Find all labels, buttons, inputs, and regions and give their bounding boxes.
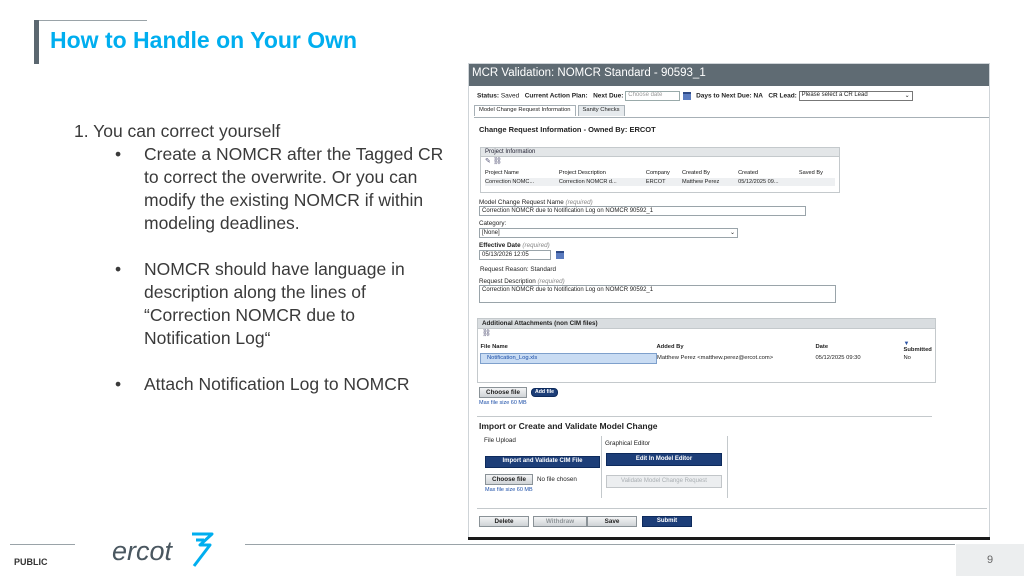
request-reason: Request Reason: Standard (480, 266, 556, 273)
table-cell: Correction NOMCR d... (559, 178, 646, 186)
footer-rule-left (10, 544, 75, 545)
project-table (485, 170, 835, 186)
choose-file-button[interactable]: Choose file (479, 387, 527, 398)
attachment-file-link[interactable]: Notification_Log.xls (481, 353, 657, 363)
column-header (904, 341, 937, 353)
cr-lead-select[interactable] (799, 91, 913, 101)
page-number: 9 (986, 554, 994, 566)
submitted-column-header: Submitted (903, 347, 932, 353)
category-label: Category: (479, 220, 507, 227)
calendar-icon[interactable] (556, 251, 564, 259)
file-upload-label: File Upload (484, 437, 516, 444)
cr-lead-label: CR Lead: (768, 92, 797, 100)
bullet-item-3 (115, 373, 445, 396)
effective-date-label (479, 242, 550, 249)
column-divider (601, 436, 602, 498)
bullet-dot: • (115, 374, 122, 394)
column-header (816, 341, 904, 353)
save-button[interactable]: Save (587, 516, 637, 527)
bullet-item-1 (115, 143, 445, 235)
panel-bottom-border (468, 537, 990, 540)
status-label: Status: (477, 92, 500, 100)
edit-in-model-editor-button[interactable]: Edit In Model Editor (606, 453, 722, 466)
action-plan-label: Current Action Plan: (524, 92, 588, 100)
bullet-dot: • (115, 144, 122, 164)
submit-button[interactable]: Submit (642, 516, 692, 527)
slide-title: How to Handle on Your Own (50, 27, 358, 53)
effective-date-input[interactable]: 05/13/2026 12:05 (479, 250, 551, 260)
bullet-dot: • (115, 259, 122, 279)
project-toolbar (481, 157, 839, 168)
tab-sanity-checks[interactable]: Sanity Checks (578, 105, 625, 116)
section-divider (477, 508, 987, 509)
project-information-box (480, 147, 840, 193)
days-to-next-due-value: NA (753, 92, 763, 100)
category-select[interactable] (479, 228, 738, 238)
add-file-button[interactable]: Add file (531, 388, 558, 397)
section-divider (477, 416, 932, 417)
owned-by-heading (479, 125, 656, 134)
column-header: Project Name (485, 170, 519, 176)
chevron-down-icon: ⌄ (904, 93, 910, 99)
effective-date-label-text: Effective Date (479, 242, 521, 249)
validate-model-change-request-button[interactable]: Validate Model Change Request (606, 475, 722, 488)
column-header: Created (738, 170, 758, 176)
delete-button[interactable]: Delete (479, 516, 529, 527)
sort-icon[interactable]: ▼ (903, 341, 910, 347)
logo-wordmark: ercot (112, 536, 173, 566)
request-name-input[interactable]: Correction NOMCR due to Notification Log on NOMCR 90592_1 (479, 206, 806, 216)
required-tag: (required) (565, 199, 593, 206)
request-name-label-text: Model Change Request Name (479, 199, 564, 206)
owned-by-value: ERCOT (629, 125, 656, 134)
category-value: [None] (482, 230, 500, 236)
title-accent-bar (34, 20, 39, 64)
bullet-text: NOMCR should have language in description along the lines of “Correction NOMCR due to Notification Log“ (144, 259, 405, 348)
bullet-item-2 (115, 258, 445, 350)
attachments-box (477, 318, 936, 383)
table-row[interactable] (481, 353, 937, 363)
classification-label: PUBLIC (14, 557, 48, 567)
column-header: File Name (480, 343, 508, 350)
table-cell: 05/12/2025 09... (738, 178, 799, 186)
title-top-rule (39, 20, 147, 21)
withdraw-button[interactable]: Withdraw (533, 516, 587, 527)
request-description-label-text: Request Description (479, 278, 536, 285)
request-description-label (479, 278, 565, 285)
table-cell: No (903, 355, 911, 361)
calendar-icon[interactable] (683, 92, 691, 100)
attachment-max-size-note: Max file size 60 MB (479, 400, 527, 406)
graphical-editor-label: Graphical Editor (605, 440, 651, 447)
required-tag: (required) (522, 242, 550, 249)
column-divider (727, 436, 728, 498)
table-cell: Matthew Perez (682, 178, 738, 186)
table-cell (799, 178, 835, 186)
required-tag: (required) (537, 278, 565, 285)
no-file-chosen-text: No file chosen (537, 476, 577, 483)
project-information-title: Project Information (481, 148, 839, 157)
date-column-header: Date (815, 344, 829, 350)
choose-cim-file-button[interactable]: Choose file (485, 474, 533, 485)
owned-by-label: Change Request Information - Owned By: (479, 125, 628, 134)
import-section-title: Import or Create and Validate Model Change (479, 421, 658, 431)
tab-divider (474, 117, 989, 118)
edit-icon[interactable]: ✎ (485, 158, 491, 165)
column-header: Saved By (798, 170, 823, 176)
cr-lead-value: Please select a CR Lead (801, 92, 868, 98)
request-name-label (479, 199, 593, 206)
panel-header-title: MCR Validation: NOMCR Standard - 90593_1 (469, 64, 990, 86)
table-row[interactable] (485, 178, 835, 186)
mcr-validation-panel (468, 63, 990, 539)
page-number-box (956, 544, 1024, 576)
attachments-title: Additional Attachments (non CIM files) (478, 319, 935, 329)
table-cell: ERCOT (646, 178, 682, 186)
attachments-toolbar (478, 329, 935, 340)
table-cell: Matthew Perez <matthew.perez@ercot.com> (657, 355, 774, 361)
request-description-textarea[interactable]: Correction NOMCR due to Notification Log on NOMCR 90592_1 (479, 285, 836, 303)
link-icon[interactable]: ⛓ (492, 158, 502, 165)
table-cell: 05/12/2025 09:30 (815, 355, 861, 361)
footer-rule-right (245, 544, 955, 545)
ercot-logo (112, 528, 216, 572)
import-validate-cim-button[interactable]: Import and Validate CIM File (485, 456, 600, 468)
days-to-next-due-label: Days to Next Due: (696, 92, 752, 100)
bullet-text: Create a NOMCR after the Tagged CR to correct the overwrite. Or you can modify the existing NOMCR if within modeling deadlines. (144, 144, 444, 233)
next-due-date-input[interactable]: Choose date (625, 91, 680, 101)
cim-max-size-note: Max file size 60 MB (485, 487, 533, 493)
attachments-table (480, 341, 936, 364)
link-icon[interactable]: ⛓ (482, 330, 491, 337)
column-header: Created By (681, 170, 710, 176)
bullet-text: Attach Notification Log to NOMCR (144, 374, 410, 394)
status-value: Saved (500, 92, 520, 100)
table-cell: Correction NOMC... (485, 178, 559, 186)
column-header: Project Description (558, 170, 606, 176)
tab-model-change-request-information[interactable]: Model Change Request Information (474, 105, 576, 116)
numbered-item-1: 1. You can correct yourself (74, 121, 281, 141)
column-header: Company (645, 170, 670, 176)
lightning-bolt-icon (192, 534, 212, 566)
chevron-down-icon: ⌄ (729, 230, 735, 236)
status-bar (477, 91, 913, 101)
tab-bar (474, 105, 627, 117)
next-due-label: Next Due: (593, 92, 624, 100)
column-header: Added By (656, 344, 684, 350)
